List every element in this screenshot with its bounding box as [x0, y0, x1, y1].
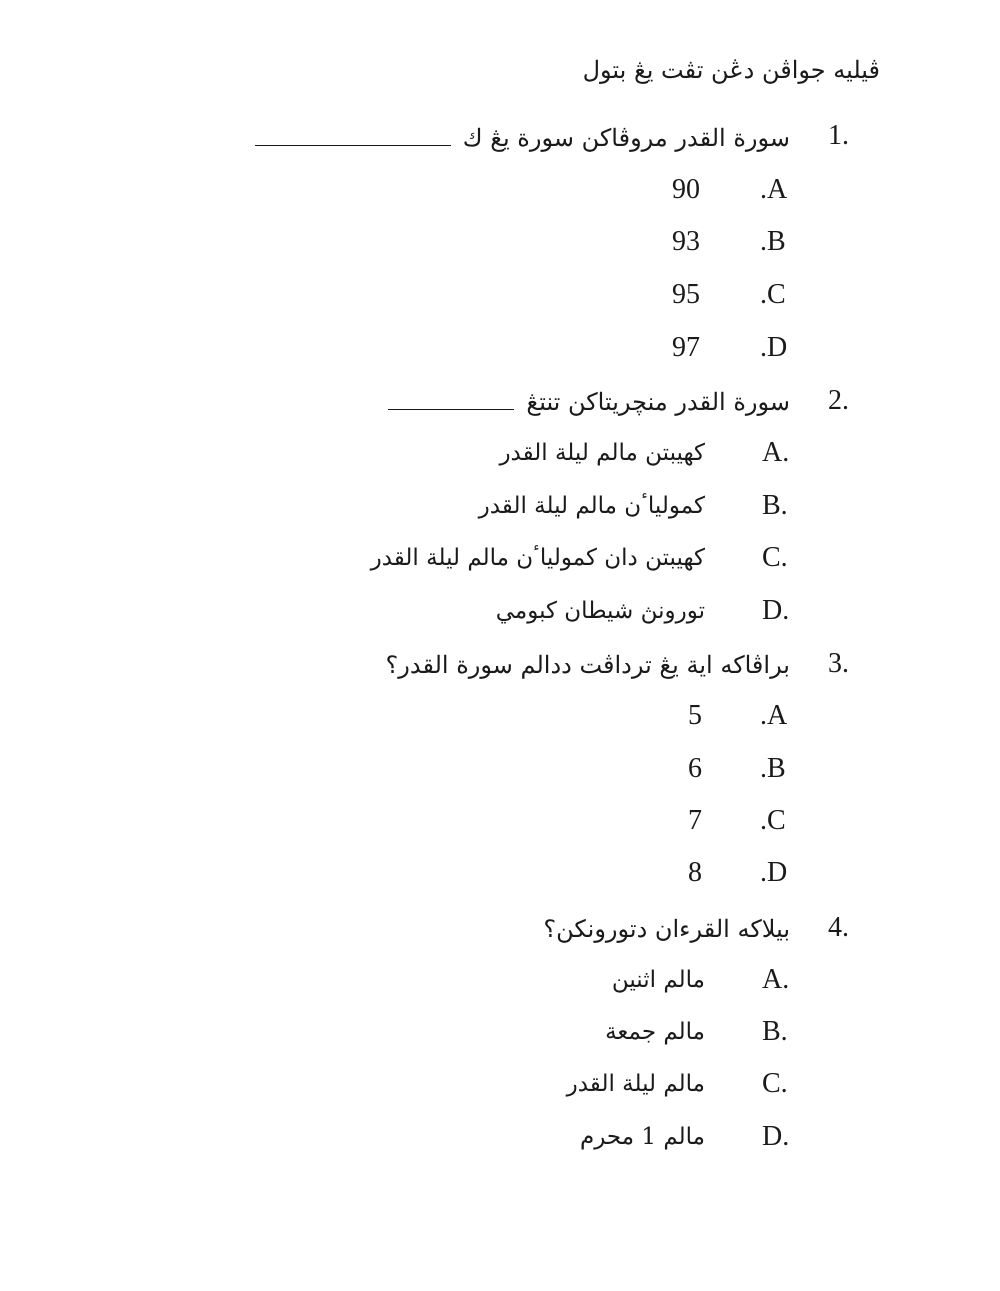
q2-option-c-value: كهيبتن دان كمولياٴن مالم ليلة القدر	[370, 545, 705, 571]
question-4-number: 4.	[828, 912, 849, 943]
q3-option-b-value: 6	[688, 753, 702, 784]
q4-option-c-letter: C.	[762, 1068, 788, 1099]
q2-option-d-value: تورونڽ شيطان كبومي	[495, 598, 705, 624]
q3-option-c-letter: .C	[760, 805, 786, 836]
q3-option-a-value: 5	[688, 700, 702, 731]
question-1-text	[255, 124, 790, 152]
q2-option-b-value: كمولياٴن مالم ليلة القدر	[478, 493, 705, 519]
question-1-blank	[255, 143, 451, 146]
q2-option-b-letter: B.	[762, 490, 788, 521]
q2-option-c-letter: C.	[762, 542, 788, 573]
question-3-text: براڤاكه اية يڠ ترداڤت ددالم سورة القدر؟	[385, 651, 790, 679]
q4-option-d-letter: D.	[762, 1121, 790, 1152]
q1-option-a-letter: .A	[760, 174, 788, 205]
question-2-label: سورة القدر منچريتاكن تنتڠ	[526, 388, 790, 416]
question-1-label: سورة القدر مروڤاكن سورة يڠ ك	[462, 124, 790, 152]
question-1-number: 1.	[828, 120, 849, 151]
q1-option-c-letter: .C	[760, 279, 786, 310]
q3-option-d-value: 8	[688, 857, 702, 888]
q1-option-a-value: 90	[672, 174, 700, 205]
question-2-blank	[388, 407, 514, 410]
q2-option-a-value: كهيبتن مالم ليلة القدر	[499, 440, 705, 466]
instruction-text: ڤيليه جواڤن دڠن تڤت يڠ بتول	[582, 56, 880, 84]
q2-option-a-letter: A.	[762, 437, 790, 468]
question-2-number: 2.	[828, 385, 849, 416]
q3-option-a-letter: .A	[760, 700, 788, 731]
question-3-number: 3.	[828, 648, 849, 679]
q1-option-c-value: 95	[672, 279, 700, 310]
q3-option-b-letter: .B	[760, 753, 786, 784]
q4-option-a-letter: A.	[762, 964, 790, 995]
q3-option-d-letter: .D	[760, 857, 788, 888]
q4-option-c-value: مالم ليلة القدر	[566, 1071, 705, 1097]
q1-option-b-value: 93	[672, 226, 700, 257]
q1-option-b-letter: .B	[760, 226, 786, 257]
q1-option-d-letter: .D	[760, 332, 788, 363]
question-4-text: بيلاكه القرءان دتورونكن؟	[543, 915, 790, 943]
q4-option-a-value: مالم اثنين	[611, 967, 705, 993]
question-2-text	[388, 388, 790, 416]
q4-option-d-value: مالم 1 محرم	[579, 1124, 705, 1150]
q2-option-d-letter: D.	[762, 595, 790, 626]
q4-option-b-value: مالم جمعة	[605, 1019, 705, 1045]
q3-option-c-value: 7	[688, 805, 702, 836]
q1-option-d-value: 97	[672, 332, 700, 363]
q4-option-b-letter: B.	[762, 1016, 788, 1047]
